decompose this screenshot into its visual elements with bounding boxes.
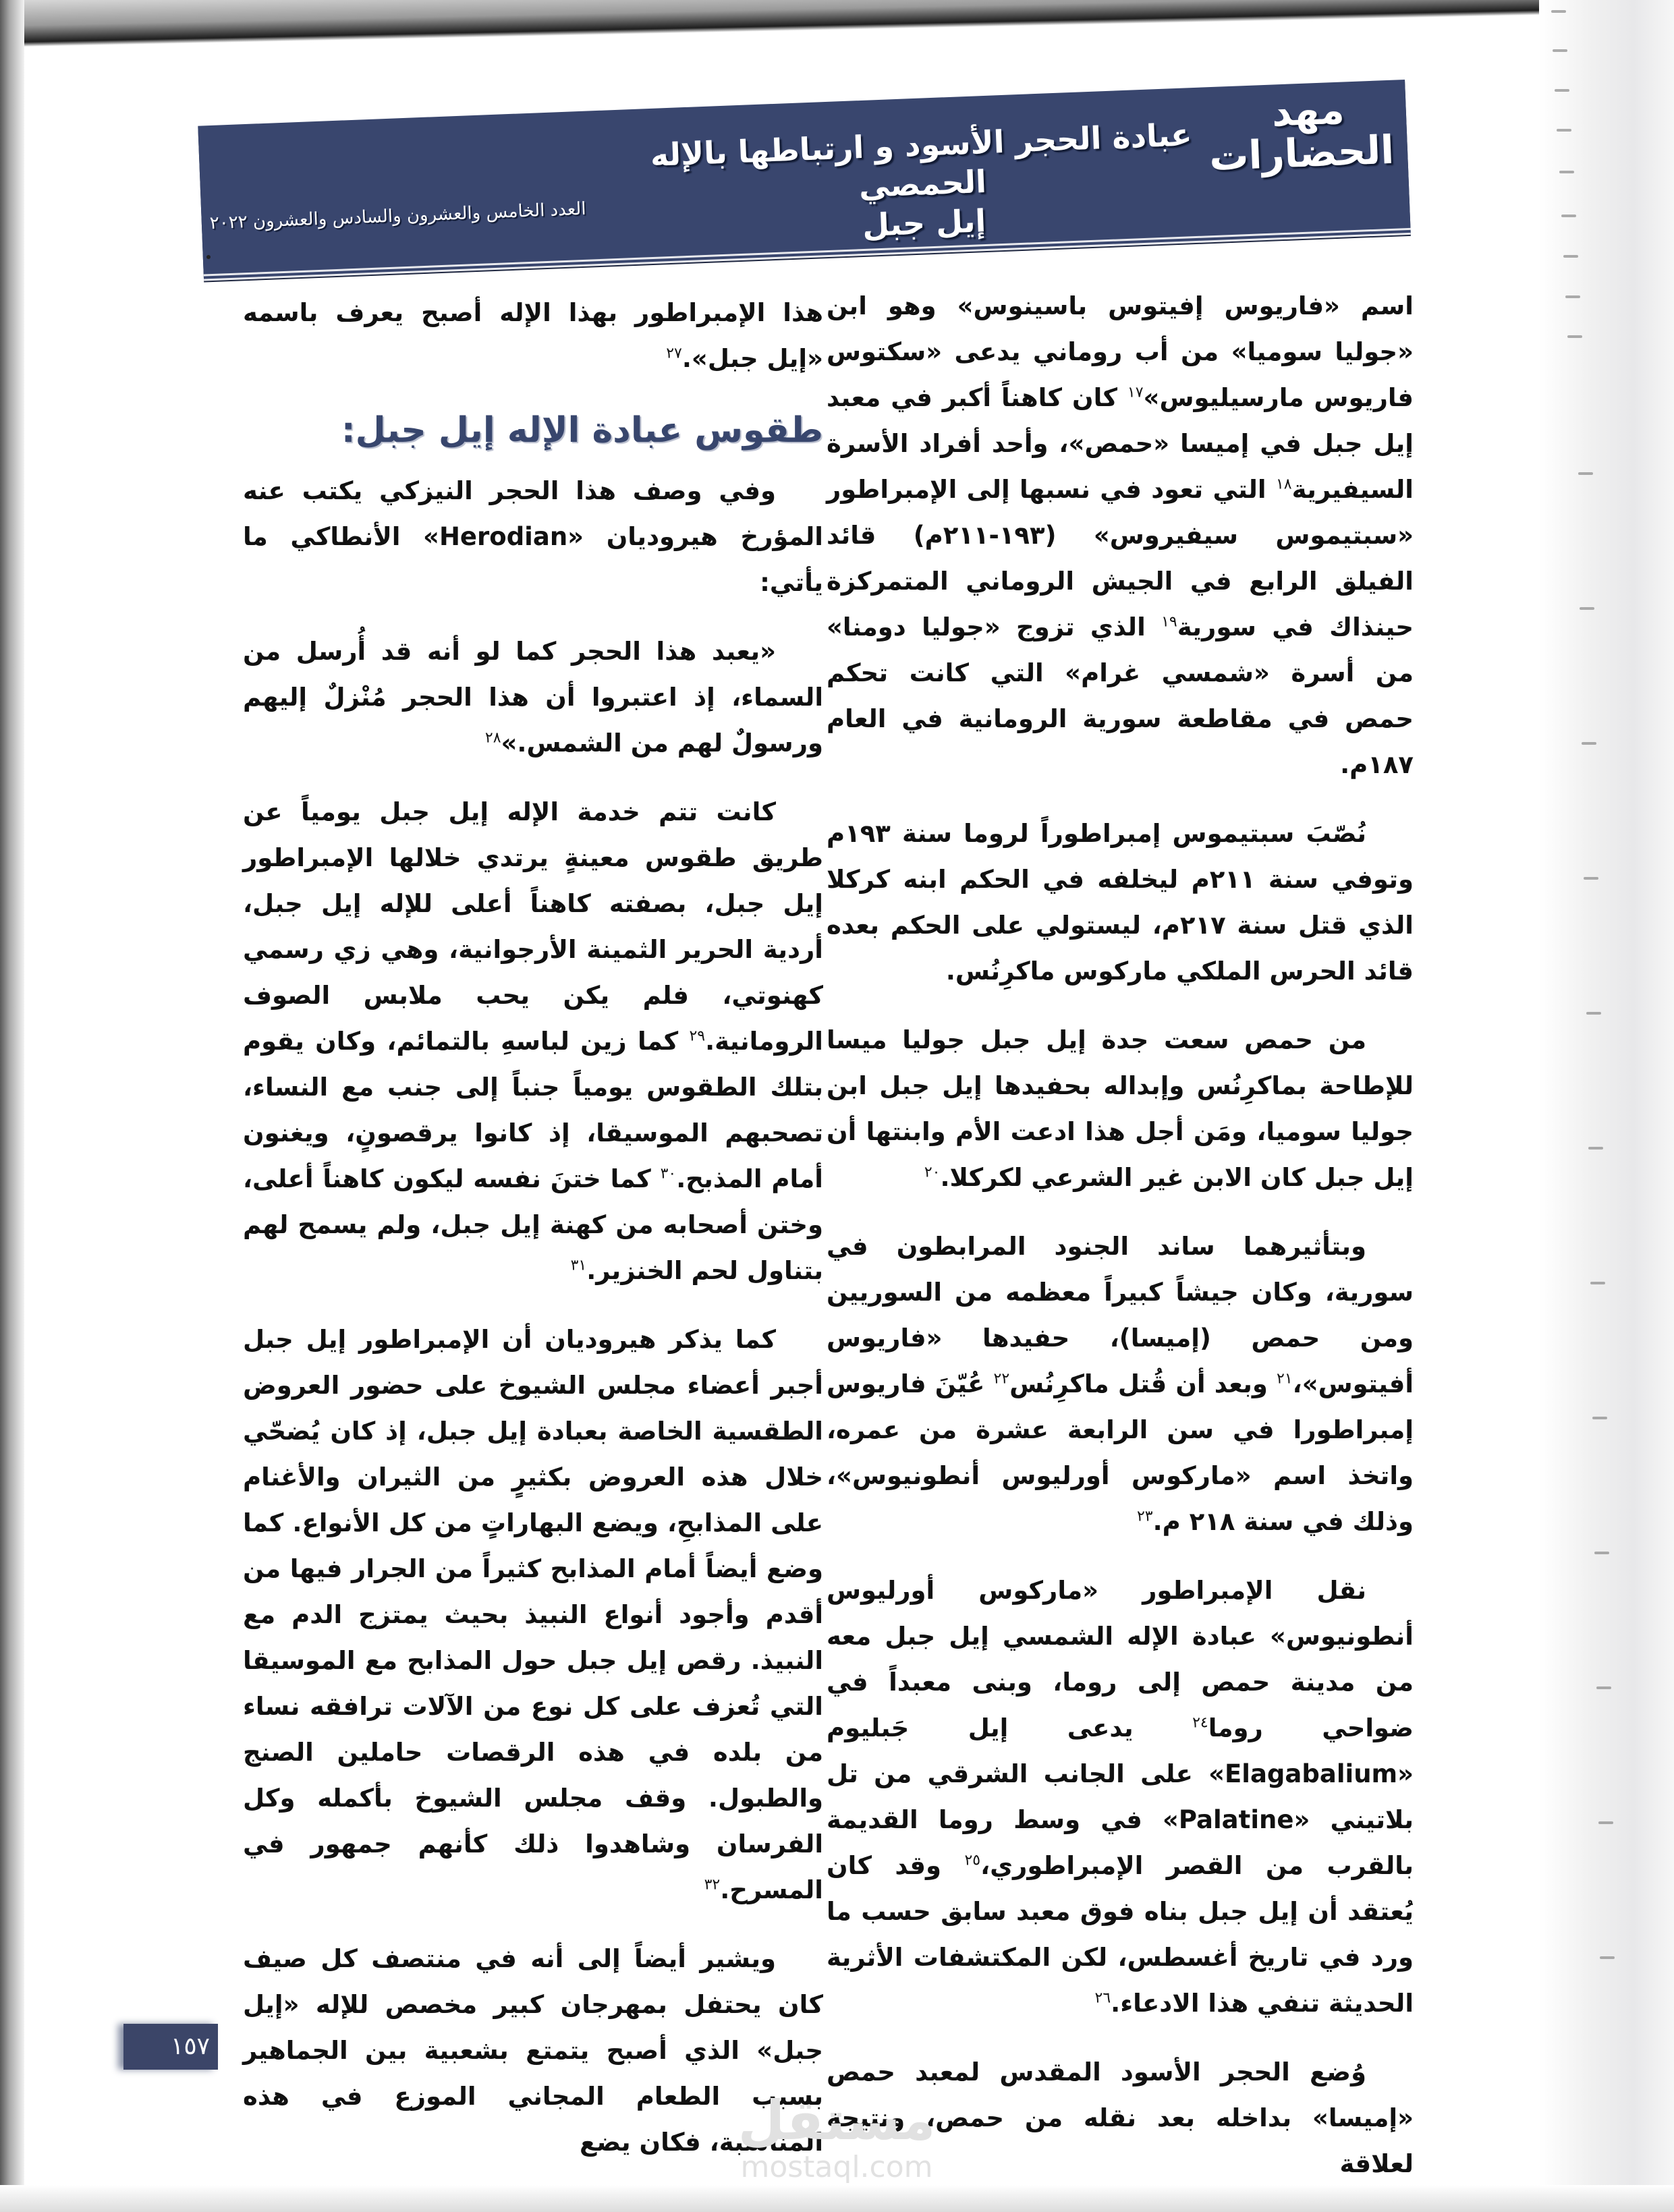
watermark-arabic: مستقل (737, 2089, 936, 2152)
section-heading: طقوس عبادة الإله إيل جبل: (341, 410, 823, 451)
edge-mark (1561, 215, 1576, 217)
scan-speck (206, 255, 211, 259)
footnote-ref: ٢٦ (1094, 1989, 1111, 2007)
edge-mark (1563, 255, 1578, 258)
footnote-ref: ٣٢ (704, 1876, 721, 1894)
footnote-ref: ٢٧ (666, 345, 682, 362)
edge-mark (1596, 1686, 1611, 1689)
paragraph: وفي وصف هذا الحجر النيزكي يكتب عنه المؤرخ هيروديان «Herodian» الأنطاكي ما يأتي: (243, 476, 823, 597)
scan-shadow-top (0, 0, 1674, 47)
footnote-ref: ٢١ (1277, 1370, 1293, 1388)
footnote-ref: ١٩ (1161, 613, 1177, 631)
page-header (198, 80, 1411, 281)
edge-mark (1590, 1282, 1605, 1284)
footnote-ref: ٣١ (570, 1257, 587, 1274)
quotation: «يعبد هذا الحجر كما لو أنه قد أُرسل من السماء، إذ اعتبروا أن هذا الحجر مُنْزلٌ إليهم ورسولٌ لهم من الشمس.»$^{٢٨}$ (243, 637, 823, 758)
right-column (827, 283, 1414, 2210)
article-title-line-1: عبادة الحجر الأسود و ارتباطها بالإله الحمصي (649, 116, 1193, 205)
footnote-ref: ٢٤ (1192, 1714, 1208, 1732)
paragraph: كما يذكر هيروديان أن الإمبراطور إيل جبل أجبر أعضاء مجلس الشيوخ على حضور العروض الطقسية الخاصة بعبادة إيل جبل، إذ كان يُضحّي خلال هذه العروض بكثيرٍ من الثيران والأغنام على المذابحِ، ويضع البهاراتٍ من كل الأنواع. كما وضع أيضاً أمام المذابح كثيراً من الجرار فيها من أقدم وأجود أنواع النبيذ بحيث يمتزج الدم مع النبيذ. رقص إيل جبل حول المذابح مع الموسيقا التي تُعزف على كل نوع من الآلات ترافقه نساء من بلده في هذه الرقصات حاملين الصنج والطبول. وقف مجلس الشيوخ بأكمله وكل الفرسان وشاهدوا ذلك كأنهم جمهور في المسرح.$^{٣٢}$ (243, 1325, 823, 1904)
edge-mark (1551, 10, 1566, 13)
edge-mark (1592, 1417, 1607, 1419)
edge-mark (1580, 607, 1594, 610)
article-title-line-2: إيل جبل (862, 202, 987, 244)
edge-mark (1565, 295, 1580, 298)
edge-mark (1555, 89, 1569, 92)
left-column (243, 290, 823, 2188)
paragraph-continuation: هذا الإمبراطور بهذا الإله أصبح يعرف باسمه «إيل جبل».$^{٢٧}$ (243, 298, 823, 373)
footnote-ref: ٢٣ (1136, 1508, 1153, 1525)
footnote-ref: ٢٨ (484, 729, 501, 747)
footnote-ref: ٢٠ (924, 1164, 941, 1181)
edge-mark (1584, 877, 1598, 880)
watermark-latin: mostaql.com (740, 2150, 933, 2184)
footnote-ref: ١٨ (1275, 476, 1292, 493)
paragraph: ويشير أيضاً إلى أنه في منتصف كل صيف كان يحتفل بمهرجان كبير مخصص للإله «إيل جبل» الذي أصبح يتمتع بشعبية بين الجماهير بسبب الطعام المجاني الموزع في هذه المناسبة، فكان يضع (243, 1944, 823, 2157)
edge-mark (1567, 335, 1582, 338)
scan-shadow-bottom (0, 2185, 1674, 2212)
edge-mark (1557, 129, 1571, 132)
watermark-logo (735, 2091, 938, 2184)
paragraph: من حمص سعت جدة إيل جبل جوليا ميسا للإطاحة بماكرِنُس وإبداله بحفيدها إيل جبل ابن جوليا سوميا، ومَن أجل هذا ادعت الأم وابنتها أن إيل جبل كان الابن غير الشرعي لكركلا.$^{٢٠}$ (827, 1025, 1414, 1192)
paragraph: وبتأثيرهما ساند الجنود المرابطون في سورية، وكان جيشاً كبيراً معظمه من السوريين ومن حمص (إميسا)، حفيدها «فاريوس أفيتوس»،$^{٢١}$ وبعد أن قُتل ماكرِنُس$^{٢٢}$ عُيّنَ فاريوس إمبراطورا في سن الرابعة عشرة من عمره، واتخذ اسم «ماركوس أورليوس أنطونيوس»، وذلك في سنة ٢١٨ م.$^{٢٣}$ (827, 1232, 1414, 1536)
article-title (637, 114, 1208, 253)
footnote-ref: ٢٢ (993, 1370, 1010, 1388)
paragraph: نقل الإمبراطور «ماركوس أورليوس أنطونيوس» عبادة الإله الشمسي إيل جبل معه من مدينة حمص إلى روما، وبنى معبداً في ضواحي روما$^{٢٤}$ يدعى إيل جَبليوم «Elagabalium» على الجانب الشرقي من تل بلاتيني «Palatine» في وسط روما القديمة بالقرب من القصر الإمبراطوري،$^{٢٥}$ وقد كان يُعتقد أن إيل جبل بناه فوق معبد سابق حسب ما ورد في تاريخ أغسطس، لكن المكتشفات الأثرية الحديثة تنفي هذا الادعاء.$^{٢٦}$ (827, 1576, 1414, 2018)
footnote-ref: ٢٩ (689, 1027, 706, 1045)
scan-shadow-left (0, 0, 24, 2212)
footnote-ref: ٣٠ (660, 1165, 677, 1183)
issue-label: العدد الخامس والعشرون والسادس والعشرون ٢٠٢٢ (209, 198, 587, 234)
edge-mark (1559, 171, 1574, 173)
page-number: ١٥٧ (123, 2024, 218, 2070)
logo-line-2: الحضارات (1208, 126, 1395, 180)
logo-line-1: مهد (1271, 86, 1345, 136)
edge-mark (1578, 472, 1593, 475)
paragraph: اسم «فاريوس إفيتوس باسينوس» وهو ابن «جوليا سوميا» من أب روماني يدعى «سكتوس فاريوس مارسيليوس»$^{١٧}$ كان كاهناً أكبر في معبد إيل جبل في إميسا «حمص»، وأحد أفراد الأسرة السيفيرية$^{١٨}$ التي تعود في نسبها إلى الإمبراطور «سبتيموس سيفيروس» (١٩٣-٢١١م) قائد الفيلق الرابع في الجيش الروماني المتمركزة حينذاك في سورية$^{١٩}$ الذي تزوج «جوليا دومنا» من أسرة «شمسي غرام» التي كانت تحكم حمص في مقاطعة سورية الرومانية في العام ١٨٧م. (827, 291, 1414, 779)
edge-mark (1553, 49, 1567, 52)
paragraph: كانت تتم خدمة الإله إيل جبل يومياً عن طريق طقوس معينةٍ يرتدي خلالها الإمبراطور إيل جبل، بصفته كاهناً أعلى للإله إيل جبل، أردية الحرير الثمينة الأرجوانية، وهي زي رسمي كهنوتي، فلم يكن يحب ملابس الصوف الرومانية.$^{٢٩}$ كما زين لباسهِ بالتمائم، وكان يقوم بتلك الطقوس يومياً جنباً إلى جنب مع النساء، تصحبهم الموسيقا، إذ كانوا يرقصونٍ، ويغنون أمام المذبح.$^{٣٠}$ كما ختنَ نفسه ليكون كاهناً أعلى، وختن أصحابه من كهنة إيل جبل، ولم يسمح لهم بتناول لحم الخنزير.$^{٣١}$ (243, 797, 823, 1285)
paragraph: نُصّبَ سبتيموس إمبراطوراً لروما سنة ١٩٣م وتوفي سنة ٢١١م ليخلفه في الحكم ابنه كركلا الذي قتل سنة ٢١٧م، ليستولي على الحكم بعده قائد الحرس الملكي ماركوس ماكرِنُس. (827, 819, 1414, 986)
edge-mark (1598, 1821, 1613, 1824)
edge-mark (1582, 742, 1596, 745)
edge-mark (1586, 1012, 1601, 1015)
footnote-ref: ١٧ (1127, 384, 1144, 401)
edge-mark (1588, 1147, 1603, 1150)
magazine-logo (1208, 86, 1395, 180)
edge-mark (1594, 1552, 1609, 1554)
edge-mark (1600, 1956, 1615, 1959)
footnote-ref: ٢٥ (964, 1852, 981, 1869)
paragraph: وُضع الحجر الأسود المقدس لمعبد حمص «إميسا» بداخله بعد نقله من حمص، ونتيجة لعلاقة (827, 2058, 1414, 2178)
scan-shadow-right (1539, 0, 1674, 2212)
